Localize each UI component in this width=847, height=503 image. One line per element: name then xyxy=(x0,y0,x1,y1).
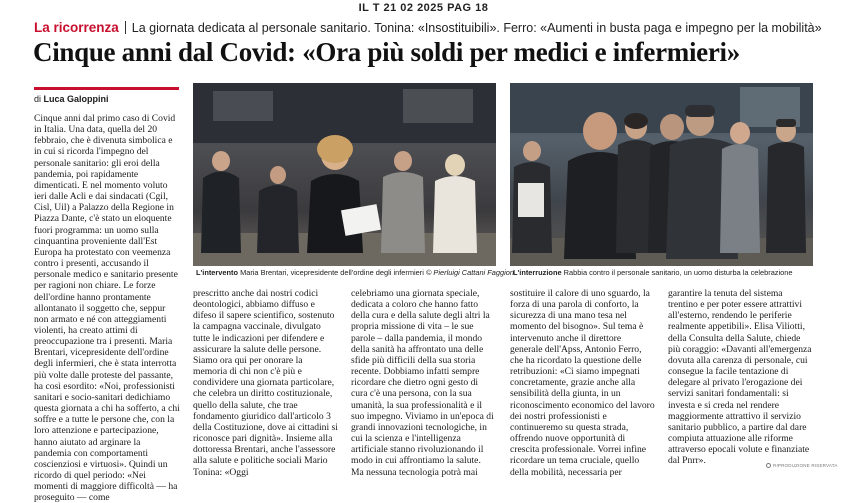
section-kicker: La ricorrenza xyxy=(34,20,119,35)
byline xyxy=(34,94,109,104)
caption-1-credit: © Pierluigi Cattani Faggion xyxy=(425,268,514,277)
kicker-row xyxy=(34,20,834,38)
column-5-text: garantire la tenuta del sistema trentino e per poter essere attrattivi all'esterno, rendendo le periferie realmente appetibili». Elisa Viliotti, della Consulta della Salute, chiede più coraggio: «Davanti all'emergenza dovuta alla carenza di personale, cui consegue la facile tentazione di delegare al privato l'erogazione dei servizi sanitari fondamentali: si investa e si creda nel rendere maggiormente attrattivo il servizio sanitario pubblico, a partire dal dare compiuta attuazione alle riforme attraverso epocali volute e finanziate dal Pnrr». xyxy=(668,288,812,467)
column-4-text: sostituire il calore di uno sguardo, la forza di una parola di conforto, la sicurezza di una mano tesa nel momento del bisogno». Sul tema è intervenuto anche il direttore generale dell'Apss, Antonio Ferro, che ha ricordato la questione delle retribuzioni: «Ci siamo impegnati concretamente, grazie anche alla sensibilità della giunta, in un riconoscimento economico del lavoro dei nostri professionisti e continueremo su questa strada, offrendo nuove opportunità di crescita professionale. Vorrei infine ricordare un tema cruciale, quello della mobilità, necessaria per xyxy=(510,288,655,478)
copyright-icon xyxy=(766,463,771,468)
author-name: Luca Galoppini xyxy=(43,94,109,104)
reproduction-text: RIPRODUZIONE RISERVATA xyxy=(773,463,838,468)
caption-1-text: Maria Brentari, vicepresidente dell'ordine degli infermieri xyxy=(240,268,424,277)
caption-2-text: Rabbia contro il personale sanitario, un uomo disturba la celebrazione xyxy=(563,268,793,277)
column-1-text: Cinque anni dal primo caso di Covid in Italia. Una data, quella del 20 febbraio, che è divenuta simbolica e in cui si ricorda l'impegno del personale sanitario: gli eroi della pandemia, poi rapidamente dimenticati. E nel momento voluto ieri dalle Acli e dai sindacati (Cgil, Cisl, Uil) a Palazzo della Regione in Piazza Dante, c'è stato un eloquente fuori programma: un uomo sulla cinquantina proveniente dall'Est Europa ha protestato con veemenza contro i presenti, accusando il personale medico e sanitario presente per ragioni non chiare. Le forze dell'ordine hanno prontamente allontanato il soggetto che, seppur non armato e né con atteggiamenti violenti, ha creato attimi di preoccupazione tra i presenti. Maria Brentari, vicepresidente dell'ordine degli infermieri, che è stata interrotta più volte dalle proteste del passante, ha così esordito: «Noi, professionisti sanitari e socio-sanitari dedichiamo questa giornata a chi ha sofferto, a chi soffre e a tutte le persone che, con la loro attenzione e partecipazione, hanno aiutato ad arginare la pandemia con comportamenti coscienziosi e virtuosi». Quindi un ricordo di quel periodo: «Nei momenti di maggiore difficoltà — ha proseguito — come xyxy=(34,113,180,503)
photo-interruption-illustration xyxy=(510,83,813,266)
article-column-4 xyxy=(510,288,655,478)
photo-1-caption xyxy=(196,268,514,277)
photo-speaker xyxy=(193,83,496,266)
article-column-1 xyxy=(34,113,180,503)
reproduction-notice xyxy=(766,463,838,468)
page-masthead: IL T 21 02 2025 PAG 18 xyxy=(358,2,489,14)
byline-rule xyxy=(34,87,179,90)
kicker-subtitle: La giornata dedicata al personale sanitario. Tonina: «Insostituibili». Ferro: «Aumenti in busta paga e impegno per la mobilità» xyxy=(131,21,822,35)
photo-speaker-illustration xyxy=(193,83,496,266)
kicker-divider xyxy=(125,21,126,34)
caption-2-lead: L'interruzione xyxy=(513,268,562,277)
article-headline: Cinque anni dal Covid: «Ora più soldi per medici e infermieri» xyxy=(33,37,740,67)
photo-2-caption xyxy=(513,268,792,277)
column-3-text: celebriamo una giornata speciale, dedicata a coloro che hanno fatto della cura e della salute degli altri la propria missione di vita – le sue parole – dalla pandemia, il mondo della sanità ha affrontato una delle sfide più difficili della sua storia recente. Dobbiamo infatti sempre ricordare che dietro ogni gesto di cura c'è una persona, con la sua umanità, la sua professionalità e il suo impegno. Viviamo in un'epoca di grandi innovazioni tecnologiche, in cui la scienza e l'intelligenza artificiale stanno rivoluzionando il modo in cui affrontiamo la salute. Ma nessuna tecnologia potrà mai xyxy=(351,288,494,478)
article-column-2 xyxy=(193,288,338,478)
photo-interruption xyxy=(510,83,813,266)
column-2-text: prescritto anche dai nostri codici deontologici, abbiamo diffuso e difeso il sapere scientifico, sostenuto la campagna vaccinale, divulgato tutte le indicazioni per difendere e assicurare la salute delle persone. Siamo ora qui per onorare la memoria di chi non c'è più e condividere una giornata particolare, che celebra un diritto costituzionale, quello della salute, che trae fondamento giuridico dall'articolo 3 della Costituzione, dove ai cittadini si riconosce pari dignità». Insieme alla dottoressa Brentari, anche l'assessore alla salute e politiche sociali Mario Tonina: «Oggi xyxy=(193,288,338,478)
article-column-5 xyxy=(668,288,813,467)
caption-1-lead: L'intervento xyxy=(196,268,238,277)
byline-prefix: di xyxy=(34,94,42,104)
article-column-3 xyxy=(351,288,496,478)
